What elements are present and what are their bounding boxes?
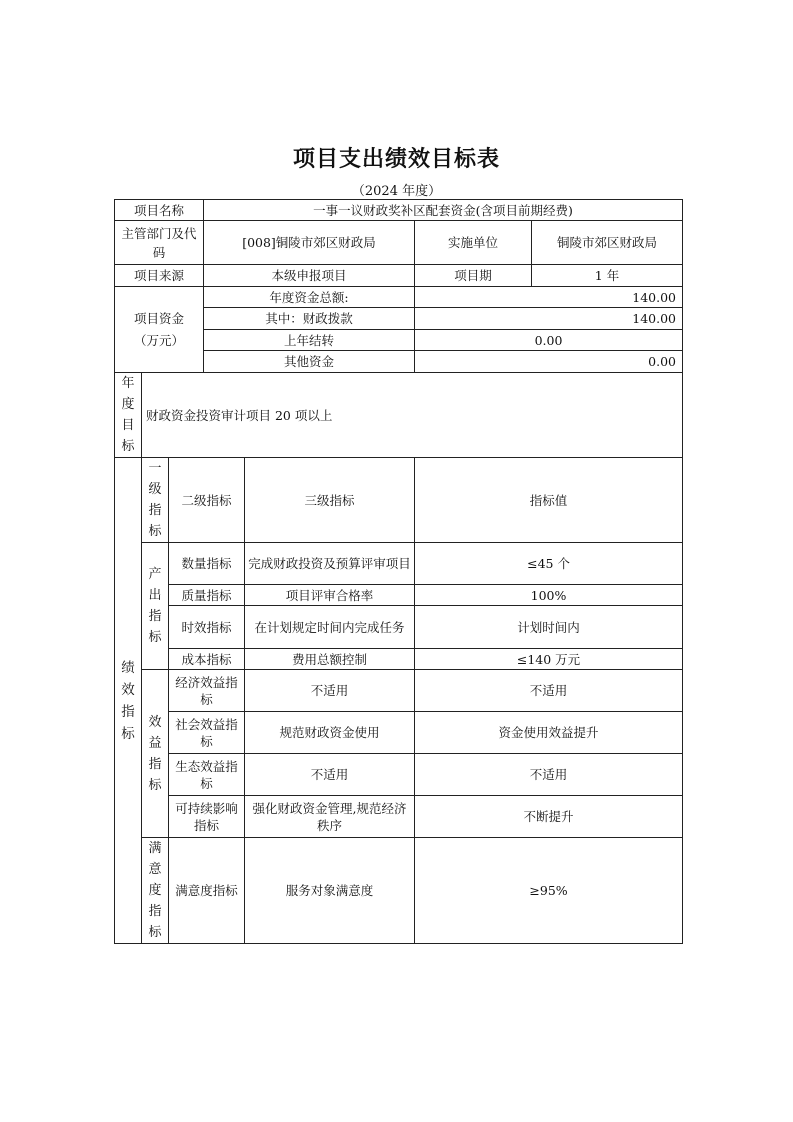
funds-other-label: 其他资金 xyxy=(204,351,415,373)
performance-indicators-label xyxy=(115,458,142,944)
indicators-table xyxy=(114,372,683,944)
project-name-label: 项目名称 xyxy=(115,200,204,221)
output-level2: 成本指标 xyxy=(169,649,245,670)
output-value: ≤45 个 xyxy=(415,543,683,585)
output-level2: 数量指标 xyxy=(169,543,245,585)
output-level3: 完成财政投资及预算评审项目 xyxy=(245,543,415,585)
benefit-level3: 不适用 xyxy=(245,754,415,796)
benefit-indicators-label-text: 效益指标 xyxy=(148,714,162,793)
performance-indicators-label-text: 绩效指标 xyxy=(121,659,135,742)
funds-fiscal-value: 140.00 xyxy=(415,308,683,330)
performance-target-table xyxy=(114,199,682,944)
source-label: 项目来源 xyxy=(115,265,204,287)
header-value: 指标值 xyxy=(415,458,683,543)
header-level1-text: 一级指标 xyxy=(148,461,162,539)
funds-label-text: 项目资金（万元） xyxy=(133,310,184,348)
benefit-indicators-label xyxy=(142,670,169,838)
funds-label xyxy=(115,287,204,373)
funds-carry-label: 上年结转 xyxy=(204,330,415,351)
implementer-value: 铜陵市郊区财政局 xyxy=(532,221,683,265)
department-label-text: 主管部门及代码 xyxy=(121,225,197,260)
annual-goal-label-text: 年度目标 xyxy=(121,376,135,454)
funds-other-value: 0.00 xyxy=(415,351,683,373)
basic-info-table xyxy=(114,199,683,287)
annual-goal-text: 财政资金投资审计项目 20 项以上 xyxy=(142,373,683,458)
funds-total-value: 140.00 xyxy=(415,287,683,308)
output-value: 计划时间内 xyxy=(415,606,683,649)
output-level3: 费用总额控制 xyxy=(245,649,415,670)
benefit-level3: 强化财政资金管理,规范经济秩序 xyxy=(245,796,415,838)
funds-total-label: 年度资金总额: xyxy=(204,287,415,308)
benefit-value: 资金使用效益提升 xyxy=(415,712,683,754)
benefit-level2: 社会效益指标 xyxy=(169,712,245,754)
period-value: 1 年 xyxy=(532,265,683,287)
benefit-value: 不适用 xyxy=(415,670,683,712)
department-label xyxy=(115,221,204,265)
benefit-level3: 不适用 xyxy=(245,670,415,712)
header-level3: 三级指标 xyxy=(245,458,415,543)
source-value: 本级申报项目 xyxy=(204,265,415,287)
output-indicators-label-text: 产出指标 xyxy=(148,567,162,645)
satisfaction-level3: 服务对象满意度 xyxy=(245,838,415,944)
header-level2: 二级指标 xyxy=(169,458,245,543)
output-value: ≤140 万元 xyxy=(415,649,683,670)
funds-table xyxy=(114,286,683,373)
satisfaction-indicators-label-text: 满意度指标 xyxy=(148,841,162,940)
page-title: 项目支出绩效目标表 xyxy=(292,147,500,172)
benefit-level2: 生态效益指标 xyxy=(169,754,245,796)
benefit-value: 不断提升 xyxy=(415,796,683,838)
annual-goal-label xyxy=(115,373,142,458)
project-name-value: 一事一议财政奖补区配套资金(含项目前期经费) xyxy=(204,200,683,221)
output-value: 100% xyxy=(415,585,683,606)
output-level2: 时效指标 xyxy=(169,606,245,649)
funds-carry-value: 0.00 xyxy=(415,330,683,351)
satisfaction-indicators-label xyxy=(142,838,169,944)
satisfaction-value: ≥95% xyxy=(415,838,683,944)
benefit-level2: 可持续影响指标 xyxy=(169,796,245,838)
period-label: 项目期 xyxy=(415,265,532,287)
implementer-label: 实施单位 xyxy=(415,221,532,265)
output-level2: 质量指标 xyxy=(169,585,245,606)
satisfaction-level2: 满意度指标 xyxy=(169,838,245,944)
header-level1 xyxy=(142,458,169,543)
output-indicators-label xyxy=(142,543,169,670)
benefit-value: 不适用 xyxy=(415,754,683,796)
year-label: （2024 年度） xyxy=(351,184,442,199)
funds-fiscal-label: 其中：财政拨款 xyxy=(204,308,415,330)
output-level3: 在计划规定时间内完成任务 xyxy=(245,606,415,649)
benefit-level3: 规范财政资金使用 xyxy=(245,712,415,754)
benefit-level2: 经济效益指标 xyxy=(169,670,245,712)
department-value: [008]铜陵市郊区财政局 xyxy=(204,221,415,265)
output-level3: 项目评审合格率 xyxy=(245,585,415,606)
